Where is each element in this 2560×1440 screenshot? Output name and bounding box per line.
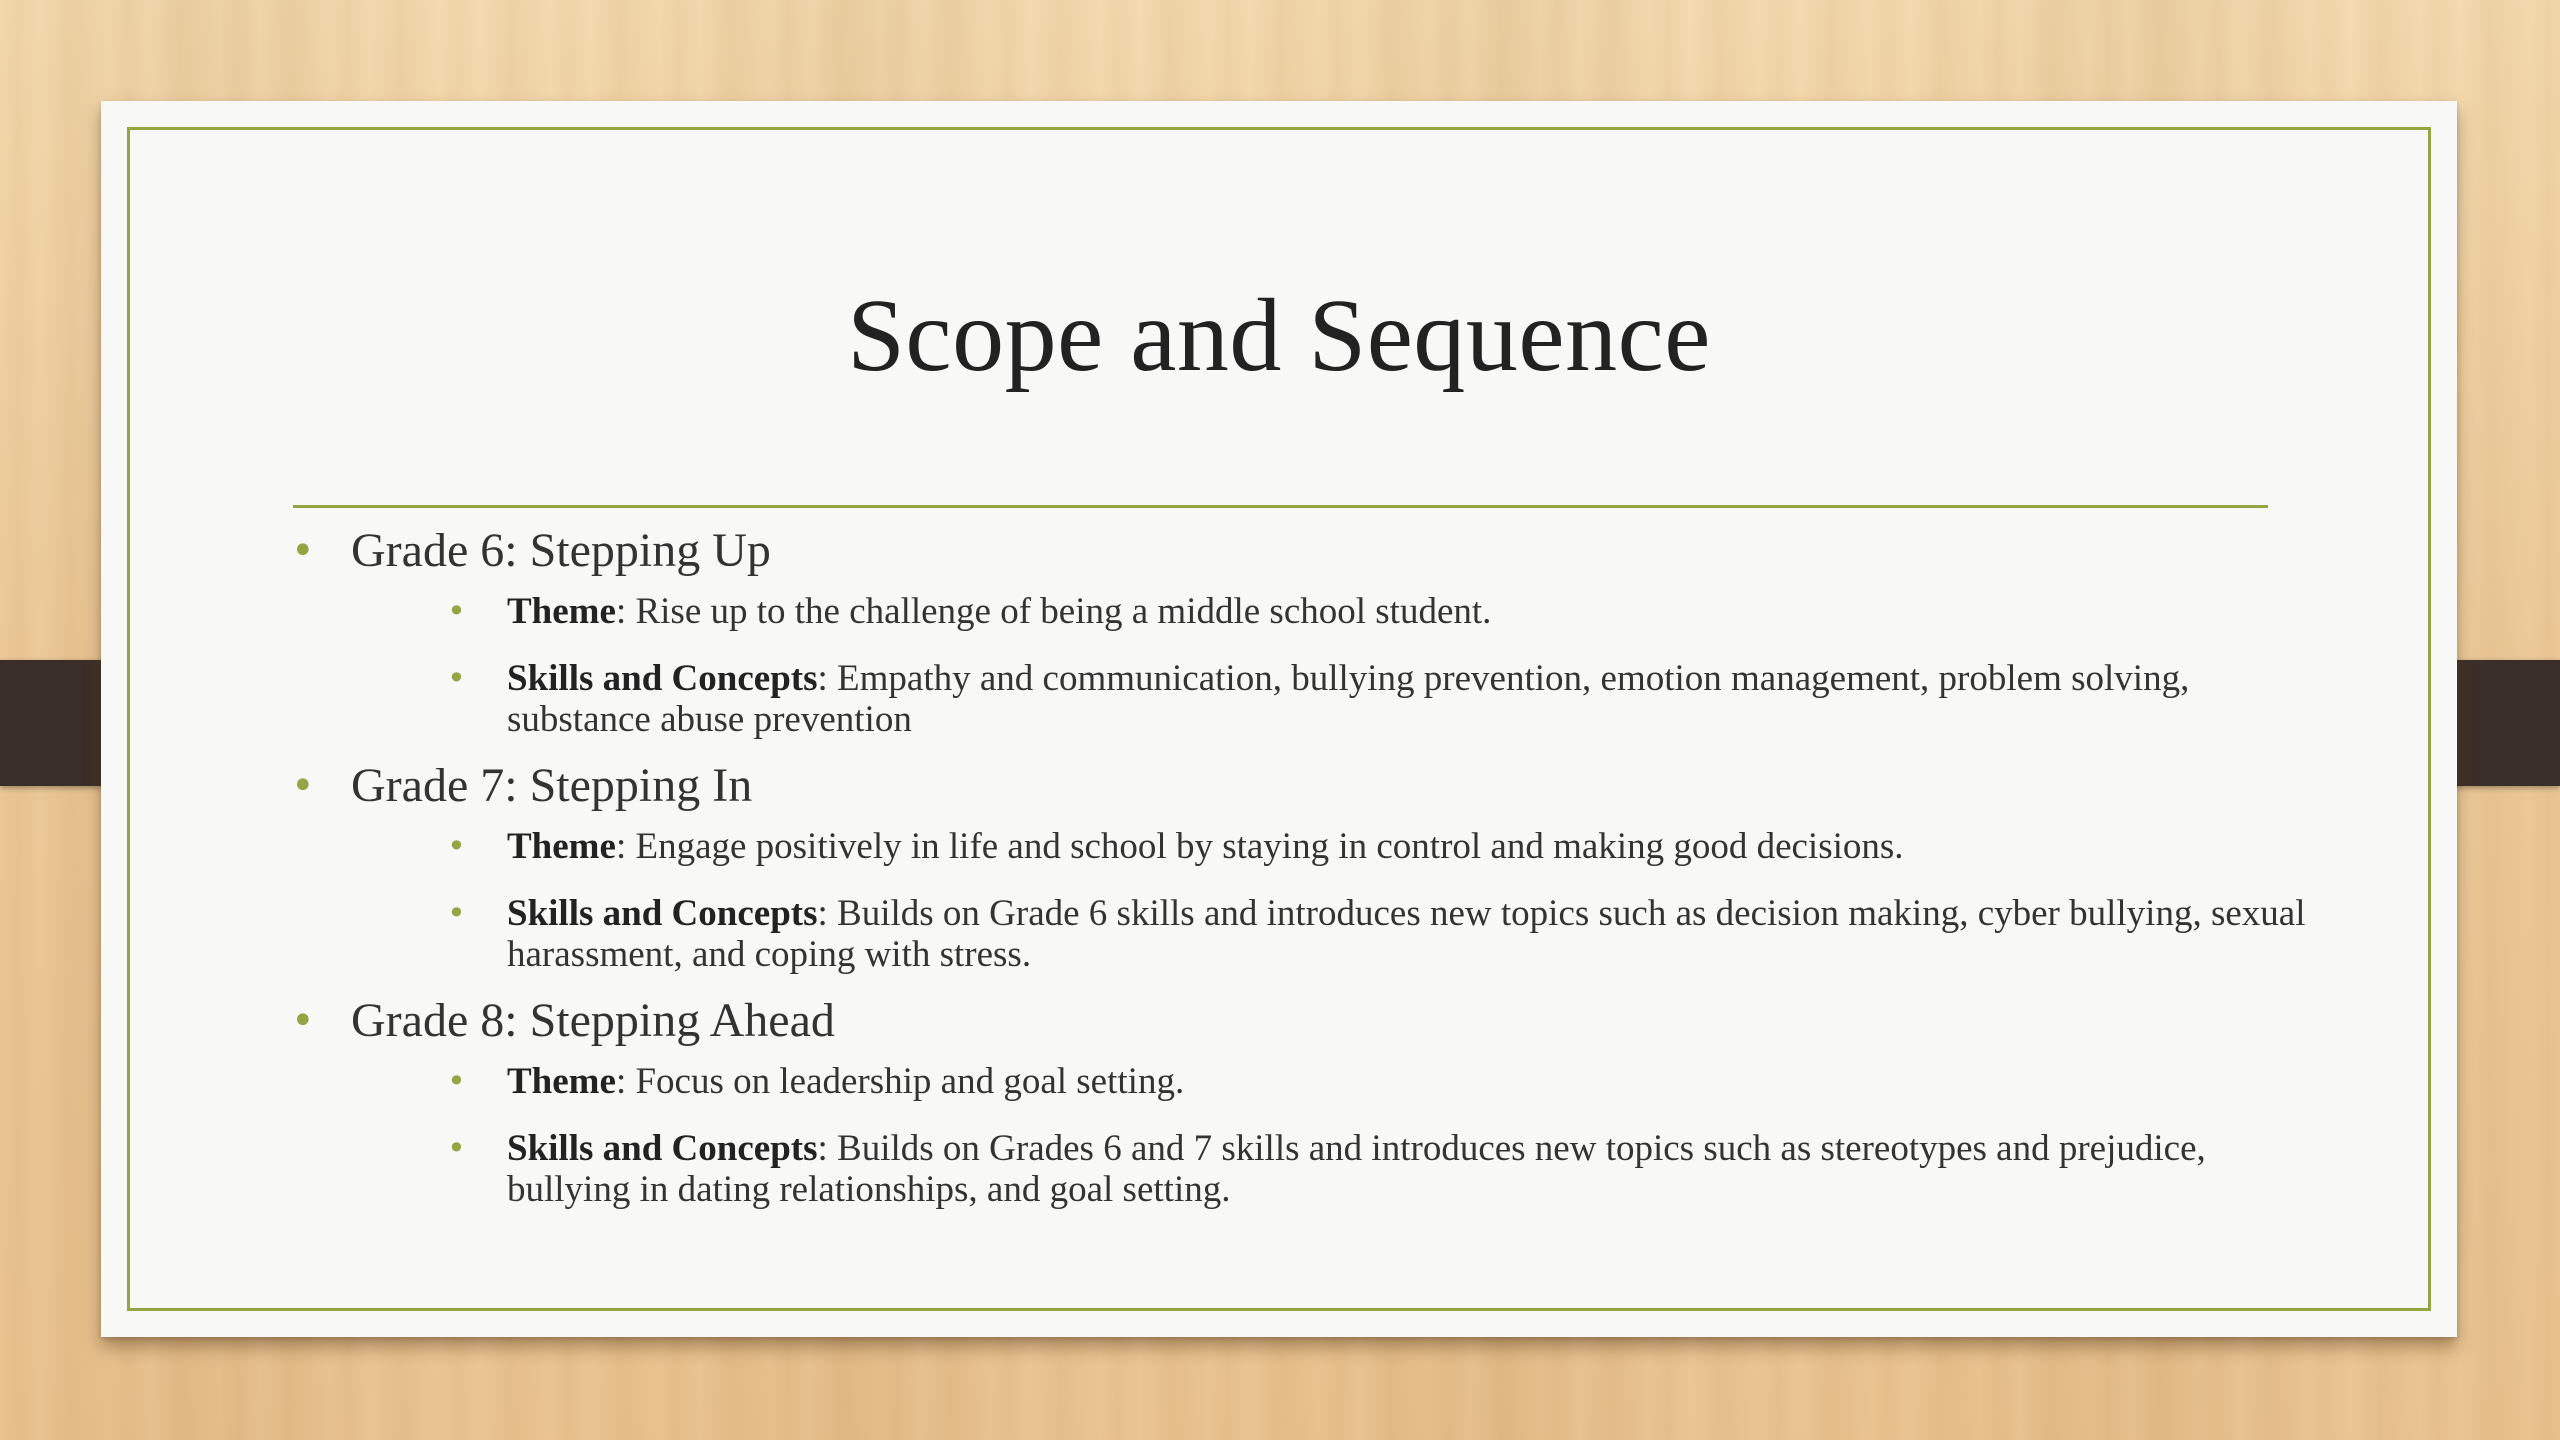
grade-7-sublist bbox=[351, 826, 2311, 975]
item-label: Theme bbox=[507, 591, 616, 632]
item-text: : Builds on Grade 6 skills and introduces new topics such as decision making, cyber bullying, sexual harassment, and coping with stress. bbox=[507, 893, 2306, 975]
item-text: : Rise up to the challenge of being a middle school student. bbox=[615, 591, 1492, 632]
bullet-icon: • bbox=[291, 763, 315, 809]
bullet-icon: • bbox=[447, 1062, 466, 1100]
slide-content bbox=[291, 521, 2311, 1218]
grade-6-sublist bbox=[351, 591, 2311, 740]
item-text: : Focus on leadership and goal setting. bbox=[615, 1061, 1185, 1102]
slide-title: Scope and Sequence bbox=[847, 278, 1711, 393]
bullet-icon: • bbox=[291, 528, 315, 574]
bullet-icon: • bbox=[447, 1129, 466, 1167]
item-text: : Builds on Grades 6 and 7 skills and introduces new topics such as stereotypes and prejudice, bullying in dating relationships, and goal setting. bbox=[507, 1128, 2206, 1210]
bullet-icon: • bbox=[291, 998, 315, 1044]
item-label: Theme bbox=[507, 1061, 616, 1102]
grade-heading: Grade 7: Stepping In bbox=[351, 759, 753, 812]
grade-8-skills bbox=[351, 1128, 2311, 1210]
item-label: Skills and Concepts bbox=[507, 658, 818, 699]
title-divider bbox=[293, 505, 2268, 508]
grade-7-skills bbox=[351, 893, 2311, 975]
grade-8-theme bbox=[351, 1061, 2311, 1102]
slide bbox=[101, 101, 2457, 1337]
item-text: : Empathy and communication, bullying prevention, emotion management, problem solving, substance abuse prevention bbox=[507, 658, 2190, 740]
bullet-icon: • bbox=[447, 827, 466, 865]
grade-7-theme bbox=[351, 826, 2311, 867]
grade-6-item bbox=[291, 521, 2311, 740]
grade-7-item bbox=[291, 756, 2311, 975]
grade-heading: Grade 6: Stepping Up bbox=[351, 524, 771, 577]
grade-heading: Grade 8: Stepping Ahead bbox=[351, 994, 835, 1047]
grade-8-item bbox=[291, 991, 2311, 1210]
bullet-icon: • bbox=[447, 659, 466, 697]
grade-6-theme bbox=[351, 591, 2311, 632]
item-label: Skills and Concepts bbox=[507, 893, 818, 934]
item-text: : Engage positively in life and school by staying in control and making good decisions. bbox=[615, 826, 1904, 867]
item-label: Theme bbox=[507, 826, 616, 867]
bullet-icon: • bbox=[447, 894, 466, 932]
item-label: Skills and Concepts bbox=[507, 1128, 818, 1169]
grade-6-skills bbox=[351, 658, 2311, 740]
bullet-icon: • bbox=[447, 592, 466, 630]
grade-8-sublist bbox=[351, 1061, 2311, 1210]
